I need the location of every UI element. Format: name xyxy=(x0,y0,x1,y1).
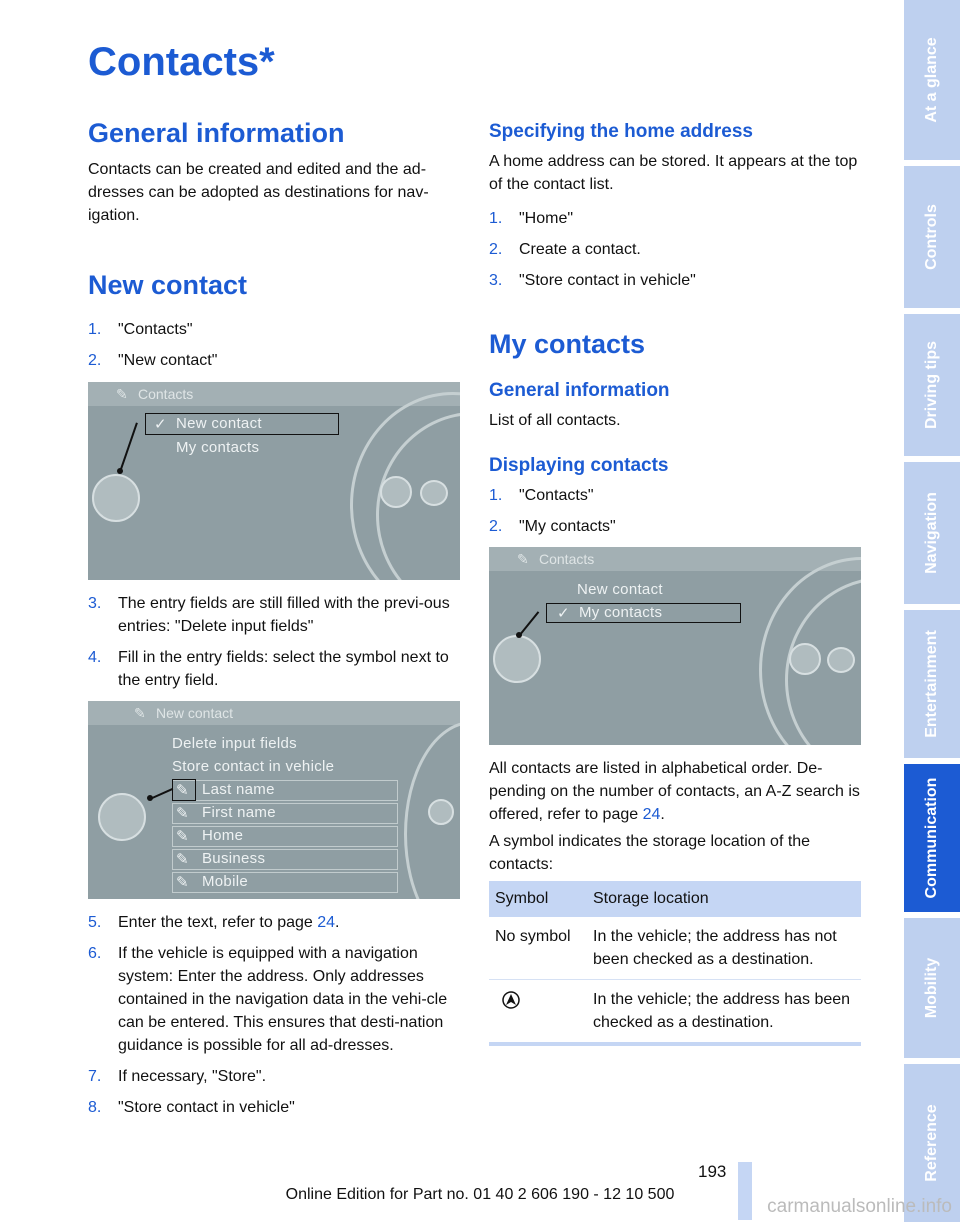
cell-location: In the vehicle; the address has been checked as a destination. xyxy=(587,980,861,1045)
menu-item-new-contact: New contact xyxy=(176,415,262,432)
list-item: 1. "Contacts" xyxy=(489,487,594,504)
tab-communication[interactable]: Communication xyxy=(904,764,960,912)
callout-dot xyxy=(147,795,153,801)
screenshot-new-contact-form xyxy=(88,701,460,899)
person-edit-icon: ✎ xyxy=(176,782,189,799)
new-contact-steps-b xyxy=(88,592,460,692)
page-title: Contacts* xyxy=(88,40,275,84)
mobile-edit-icon: ✎ xyxy=(176,874,189,891)
tab-entertainment[interactable]: Entertainment xyxy=(904,610,960,758)
controller-knob-icon xyxy=(92,474,140,522)
business-edit-icon: ✎ xyxy=(176,851,189,868)
list-item: 3. The entry fields are still filled with the previ-ous entries: "Delete input fields" xyxy=(88,595,450,635)
callout-dot xyxy=(117,468,123,474)
new-contact-steps-a xyxy=(88,318,460,372)
watermark: carmanualsonline.info xyxy=(767,1196,952,1217)
callout-line xyxy=(119,423,138,473)
mc-general-text: List of all contacts. xyxy=(489,412,621,429)
tab-navigation[interactable]: Navigation xyxy=(904,462,960,604)
tab-controls[interactable]: Controls xyxy=(904,166,960,308)
home-edit-icon: ✎ xyxy=(176,828,189,845)
page-link[interactable]: 24 xyxy=(317,914,336,931)
list-item: 3. "Store contact in vehicle" xyxy=(489,272,696,289)
list-item: 1. "Home" xyxy=(489,210,574,227)
column-header-symbol: Symbol xyxy=(489,881,587,917)
screen-title: Contacts xyxy=(138,386,194,402)
cell-symbol xyxy=(489,980,587,1045)
new-contact-heading: New contact xyxy=(88,270,248,300)
callout-line xyxy=(150,788,174,800)
menu-symbol-icon xyxy=(789,643,821,675)
general-info-text: Contacts can be created and edited and the ad-dresses can be adopted as destinations for nav-igation. xyxy=(88,161,429,224)
tab-mobility[interactable]: Mobility xyxy=(904,918,960,1058)
list-item: 6. If the vehicle is equipped with a navigation system: Enter the address. Only addresses contained in the navigation data in the vehi-cle can be entered. This ensures that desti-nation guidance is possible for all ad-dresses. xyxy=(88,945,448,1054)
general-info-heading: General information xyxy=(88,118,345,148)
screenshot-my-contacts xyxy=(489,547,861,745)
add-icon xyxy=(428,799,454,825)
page-link[interactable]: 24 xyxy=(642,806,661,823)
field-last-name: Last name xyxy=(202,781,275,798)
list-item: 5. Enter the text, refer to page 24. xyxy=(88,914,340,931)
home-address-steps xyxy=(489,207,861,292)
table-header-row xyxy=(489,881,861,917)
tab-at-a-glance[interactable]: At a glance xyxy=(904,0,960,160)
person-edit-icon: ✎ xyxy=(176,805,189,822)
menu-symbol-icon xyxy=(380,476,412,508)
list-item: 7. If necessary, "Store". xyxy=(88,1068,267,1085)
alphabetical-text: All contacts are listed in alphabetical order. De-pending on the number of contacts, an A-Z search is offered, refer to page 24. xyxy=(489,760,860,823)
list-item: 1. "Contacts" xyxy=(88,321,193,338)
checked-destination-icon xyxy=(501,990,521,1010)
cell-location: In the vehicle; the address has not been checked as a destination. xyxy=(587,917,861,980)
screenshot-contacts-menu xyxy=(88,382,460,580)
field-home: Home xyxy=(202,827,244,844)
menu-item-new-contact: New contact xyxy=(577,581,663,598)
table-row xyxy=(489,917,861,980)
table-row xyxy=(489,980,861,1045)
display-steps xyxy=(489,484,861,538)
screen-edit-icon: ✎ xyxy=(517,551,529,567)
controller-knob-icon xyxy=(493,635,541,683)
callout-dot xyxy=(516,632,522,638)
field-business: Business xyxy=(202,850,266,867)
controller-knob-icon xyxy=(98,793,146,841)
options-symbol-icon xyxy=(827,647,855,673)
list-item: 2. "New contact" xyxy=(88,352,218,369)
list-item: 2. "My contacts" xyxy=(489,518,616,535)
menu-item-my-contacts: My contacts xyxy=(176,439,260,456)
home-address-text: A home address can be stored. It appears at the top of the contact list. xyxy=(489,153,858,193)
new-contact-steps-c xyxy=(88,911,460,1119)
page-number: 193 xyxy=(698,1162,727,1181)
cell-symbol: No symbol xyxy=(489,917,587,980)
displaying-contacts-heading: Displaying contacts xyxy=(489,455,669,476)
field-mobile: Mobile xyxy=(202,873,248,890)
screen-edit-icon: ✎ xyxy=(116,386,128,402)
column-header-location: Storage location xyxy=(587,881,861,917)
field-first-name: First name xyxy=(202,804,276,821)
list-item: 2. Create a contact. xyxy=(489,241,641,258)
home-address-heading: Specifying the home address xyxy=(489,121,753,142)
check-icon: ✓ xyxy=(557,605,570,622)
screen-title: Contacts xyxy=(539,551,595,567)
menu-item-my-contacts: My contacts xyxy=(579,604,663,621)
list-item: 8. "Store contact in vehicle" xyxy=(88,1099,295,1116)
list-item: 4. Fill in the entry fields: select the symbol next to the entry field. xyxy=(88,649,449,689)
tab-driving-tips[interactable]: Driving tips xyxy=(904,314,960,456)
menu-item-delete-input-fields: Delete input fields xyxy=(172,735,297,752)
mc-general-heading: General information xyxy=(489,380,670,401)
tab-reference[interactable]: Reference xyxy=(904,1064,960,1222)
footer-edition: Online Edition for Part no. 01 40 2 606 190 - 12 10 500 xyxy=(285,1186,675,1203)
symbol-text: A symbol indicates the storage location of the contacts: xyxy=(489,833,811,873)
storage-location-table xyxy=(489,881,861,1046)
menu-item-store-contact: Store contact in vehicle xyxy=(172,758,335,775)
screen-edit-icon: ✎ xyxy=(134,705,146,721)
screen-title: New contact xyxy=(156,705,234,721)
my-contacts-heading: My contacts xyxy=(489,329,646,359)
options-symbol-icon xyxy=(420,480,448,506)
check-icon: ✓ xyxy=(154,416,167,433)
